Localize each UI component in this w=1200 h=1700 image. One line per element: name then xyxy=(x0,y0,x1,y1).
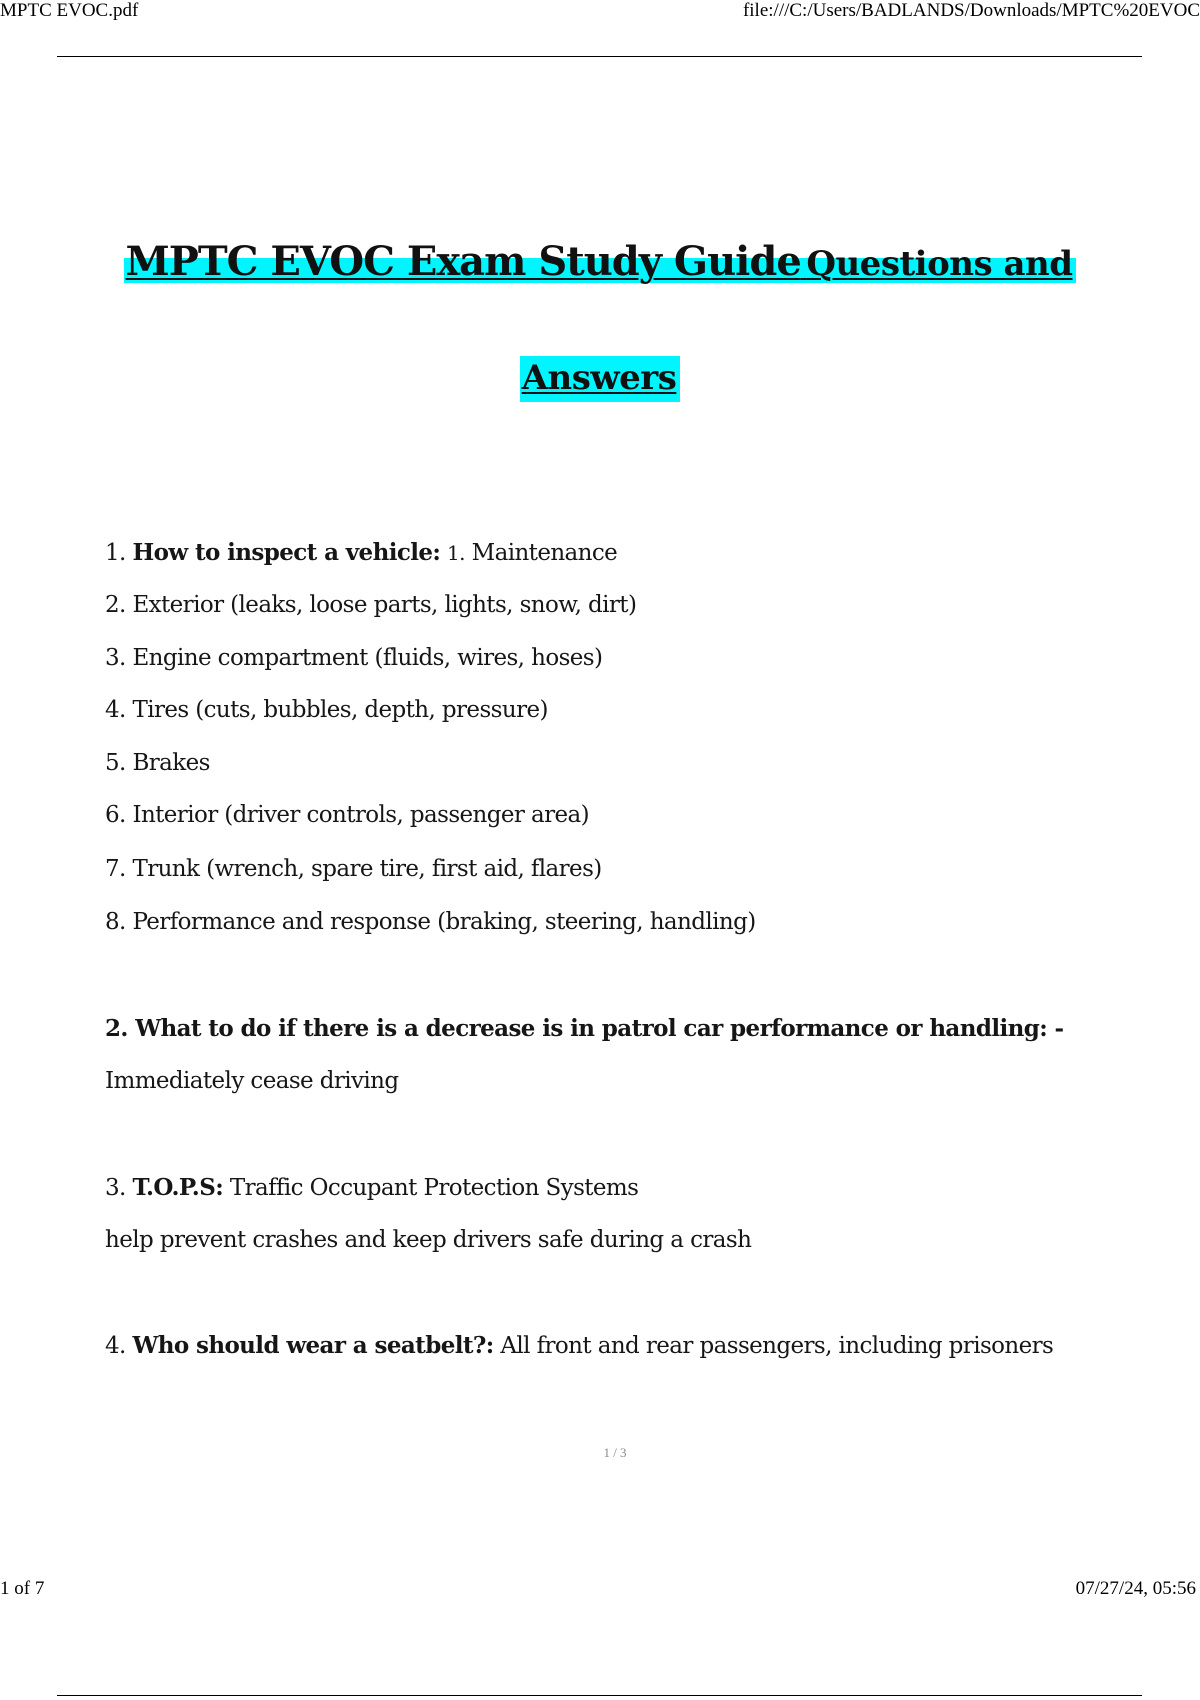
q3-term: T.O.P.S: xyxy=(132,1174,224,1201)
q3-line xyxy=(105,1174,638,1201)
print-header-url: file:///C:/Users/BADLANDS/Downloads/MPTC%20EVOC xyxy=(742,0,1200,21)
title-answers: Answers xyxy=(520,356,681,402)
list-item: 7. Trunk (wrench, spare tire, first aid, flares) xyxy=(105,856,602,882)
document-title-line-1 xyxy=(0,238,1200,285)
title-highlight xyxy=(124,238,1077,285)
title-main: MPTC EVOC Exam Study Guide xyxy=(125,238,801,285)
list-item: 4. Tires (cuts, bubbles, depth, pressure) xyxy=(105,697,548,723)
header-divider xyxy=(57,56,1142,57)
q3-detail: help prevent crashes and keep drivers safe during a crash xyxy=(105,1227,752,1253)
q3-number: 3. xyxy=(105,1175,126,1201)
q1-answer-number: 1. xyxy=(447,541,465,565)
q2-question xyxy=(105,1015,1063,1042)
page-indicator: 1 / 3 xyxy=(603,1445,627,1460)
q1-number: 1. xyxy=(105,540,126,566)
q1-line xyxy=(105,539,617,566)
list-item: 3. Engine compartment (fluids, wires, hoses) xyxy=(105,645,603,671)
footer-divider xyxy=(57,1695,1142,1696)
q4-question: Who should wear a seatbelt?: xyxy=(132,1332,494,1359)
q1-question: How to inspect a vehicle: xyxy=(132,539,441,566)
list-item: 8. Performance and response (braking, steering, handling) xyxy=(105,909,756,935)
list-item: 6. Interior (driver controls, passenger area) xyxy=(105,802,589,828)
q4-answer: All front and rear passengers, including prisoners xyxy=(500,1333,1054,1359)
q3-definition: Traffic Occupant Protection Systems xyxy=(229,1175,639,1201)
q2-answer: Immediately cease driving xyxy=(105,1068,399,1094)
q2-question-text: 2. What to do if there is a decrease is in patrol car performance or handling: - xyxy=(105,1015,1064,1042)
q1-answer: Maintenance xyxy=(471,540,618,566)
document-title-line-2 xyxy=(0,358,1200,398)
title-sub: Questions and xyxy=(806,244,1073,284)
print-footer-timestamp: 07/27/24, 05:56 xyxy=(1075,1578,1196,1599)
q4-line xyxy=(105,1332,1053,1359)
q4-number: 4. xyxy=(105,1333,126,1359)
list-item: 5. Brakes xyxy=(105,750,210,776)
print-footer-page-count: 1 of 7 xyxy=(0,1578,45,1599)
list-item: 2. Exterior (leaks, loose parts, lights, snow, dirt) xyxy=(105,592,637,618)
print-header-filename: MPTC EVOC.pdf xyxy=(0,0,139,21)
